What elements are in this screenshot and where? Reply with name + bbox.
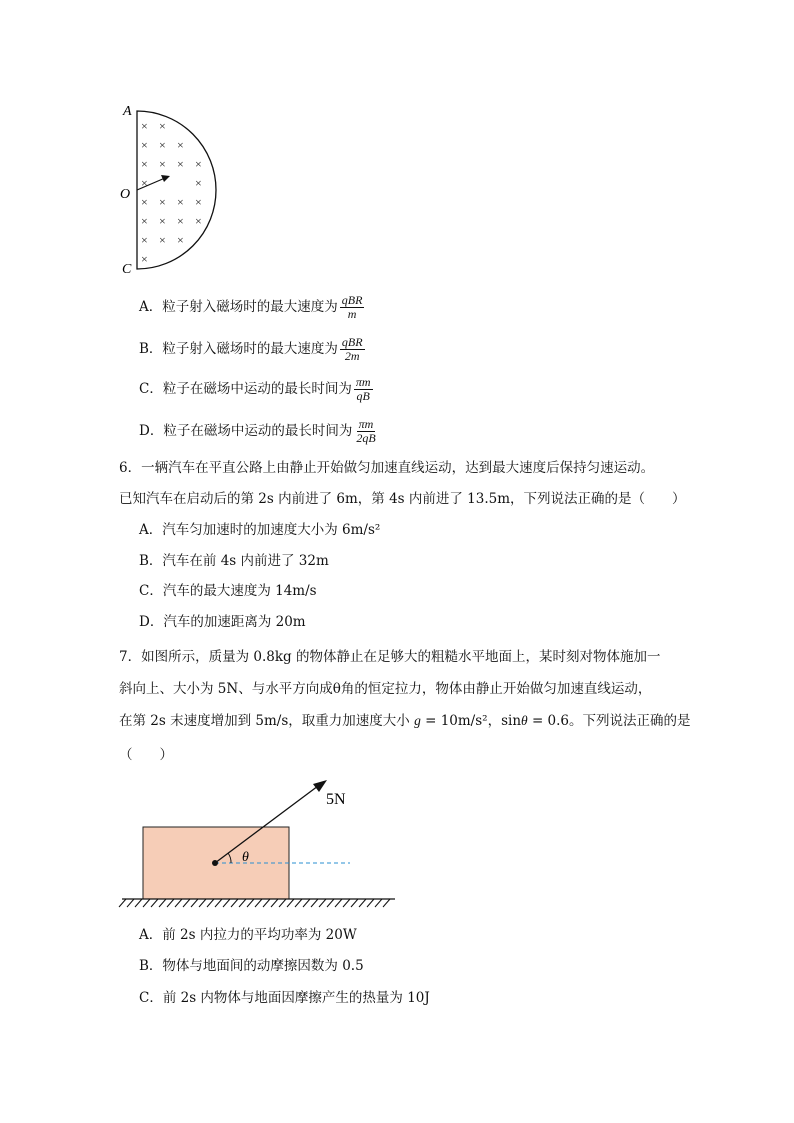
field-x-mark: × (141, 195, 148, 209)
hatch-mark (335, 899, 342, 907)
q7-stem-line4: （ ） (119, 747, 173, 763)
q5-option-b-text: B．粒子射入磁场时的最大速度为 (139, 341, 338, 357)
field-x-mark: × (159, 233, 166, 247)
field-x-mark: × (141, 157, 148, 171)
fraction-denominator: qB (356, 389, 370, 403)
field-x-mark: × (195, 214, 202, 228)
gravity-symbol: g (414, 713, 421, 728)
ground-hatching (119, 899, 390, 907)
theta-symbol: θ (521, 713, 528, 728)
hatch-mark (375, 899, 382, 907)
q5-option-a (139, 294, 364, 321)
hatch-mark (135, 899, 142, 907)
field-x-mark: × (177, 157, 184, 171)
hatch-mark (351, 899, 358, 907)
field-x-mark: × (195, 176, 202, 190)
hatch-mark (343, 899, 350, 907)
q6-option-c: C．汽车的最大速度为 14m/s (139, 583, 317, 599)
field-x-mark: × (195, 157, 202, 171)
fraction-denominator: m (347, 307, 357, 321)
field-x-mark: × (159, 157, 166, 171)
field-x-mark: × (177, 138, 184, 152)
hatch-mark (207, 899, 214, 907)
q5-option-d (139, 418, 378, 445)
hatch-mark (383, 899, 390, 907)
q6-stem-line2: 已知汽车在启动后的第 2s 内前进了 6m，第 4s 内前进了 13.5m，下列说法正确的是（ ） (119, 491, 686, 507)
fraction-numerator: qBR (341, 293, 363, 307)
hatch-mark (247, 899, 254, 907)
field-x-mark: × (195, 195, 202, 209)
hatch-mark (263, 899, 270, 907)
hatch-mark (215, 899, 222, 907)
field-x-mark: × (159, 119, 166, 133)
q7-stem-line1: 7．如图所示，质量为 0.8kg 的物体静止在足够大的粗糙水平地面上，某时刻对物体施加一 (119, 649, 661, 665)
q5-option-d-text: D．粒子在磁场中运动的最长时间为 (139, 423, 353, 439)
label-o: O (120, 187, 131, 202)
force-arrowhead (313, 780, 327, 792)
hatch-mark (255, 899, 262, 907)
field-x-mark: × (141, 138, 148, 152)
label-c: C (122, 262, 132, 277)
field-x-mark: × (177, 214, 184, 228)
q5-option-a-fraction (340, 294, 365, 321)
field-marks (141, 119, 202, 266)
hatch-mark (143, 899, 150, 907)
q7-stem-line3-part3: = 0.6。下列说法正确的是 (527, 713, 691, 729)
q7-stem-line3-part2: = 10m/s²，sin (420, 713, 522, 729)
q6-option-d: D．汽车的加速距离为 20m (139, 614, 306, 630)
hatch-mark (127, 899, 134, 907)
field-x-mark: × (159, 138, 166, 152)
hatch-mark (311, 899, 318, 907)
hatch-mark (359, 899, 366, 907)
hatch-mark (159, 899, 166, 907)
hatch-mark (175, 899, 182, 907)
hatch-mark (191, 899, 198, 907)
field-x-mark: × (159, 195, 166, 209)
fraction-denominator: 2m (344, 349, 360, 363)
q5-option-d-fraction (354, 418, 377, 445)
fraction-numerator: qBR (341, 335, 363, 349)
hatch-mark (119, 899, 126, 907)
field-x-mark: × (141, 252, 148, 266)
q7-stem-line3-part1: 在第 2s 末速度增加到 5m/s，取重力加速度大小 (119, 713, 415, 729)
label-a: A (123, 104, 132, 119)
q7-option-b: B．物体与地面间的动摩擦因数为 0.5 (139, 958, 364, 974)
q5-option-c (139, 376, 373, 403)
hatch-mark (223, 899, 230, 907)
q5-option-b (139, 336, 365, 363)
hatch-mark (271, 899, 278, 907)
q5-option-b-fraction (340, 336, 365, 363)
q7-option-a: A．前 2s 内拉力的平均功率为 20W (139, 927, 357, 943)
field-x-mark: × (141, 176, 148, 190)
q5-option-a-text: A．粒子射入磁场时的最大速度为 (139, 299, 338, 315)
hatch-mark (183, 899, 190, 907)
angle-label: θ (242, 850, 249, 865)
block-force-figure (118, 774, 408, 914)
magnetic-field-figure (110, 96, 240, 281)
q6-option-a: A．汽车匀加速时的加速度大小为 6m/s² (139, 522, 381, 538)
field-x-mark: × (159, 214, 166, 228)
q6-option-b: B．汽车在前 4s 内前进了 32m (139, 553, 329, 569)
field-x-mark: × (177, 195, 184, 209)
hatch-mark (327, 899, 334, 907)
field-x-mark: × (141, 119, 148, 133)
q5-option-c-fraction (354, 376, 373, 403)
field-x-mark: × (177, 233, 184, 247)
q7-stem-line3 (119, 712, 691, 730)
q7-stem-line2: 斜向上、大小为 5N、与水平方向成θ角的恒定拉力，物体由静止开始做匀加速直线运动， (119, 681, 652, 697)
fraction-numerator: πm (358, 417, 374, 431)
q5-option-c-text: C．粒子在磁场中运动的最长时间为 (139, 381, 352, 397)
q7-option-c: C．前 2s 内物体与地面因摩擦产生的热量为 10J (139, 990, 430, 1006)
hatch-mark (319, 899, 326, 907)
hatch-mark (303, 899, 310, 907)
hatch-mark (287, 899, 294, 907)
hatch-mark (295, 899, 302, 907)
application-point (212, 860, 218, 866)
hatch-mark (279, 899, 286, 907)
hatch-mark (151, 899, 158, 907)
force-label: 5N (326, 791, 346, 808)
hatch-mark (199, 899, 206, 907)
field-x-mark: × (141, 233, 148, 247)
fraction-denominator: 2qB (356, 431, 376, 445)
hatch-mark (367, 899, 374, 907)
q6-stem-line1: 6．一辆汽车在平直公路上由静止开始做匀加速直线运动，达到最大速度后保持匀速运动。 (119, 460, 655, 476)
hatch-mark (231, 899, 238, 907)
hatch-mark (239, 899, 246, 907)
hatch-mark (167, 899, 174, 907)
fraction-numerator: πm (355, 375, 371, 389)
field-x-mark: × (141, 214, 148, 228)
